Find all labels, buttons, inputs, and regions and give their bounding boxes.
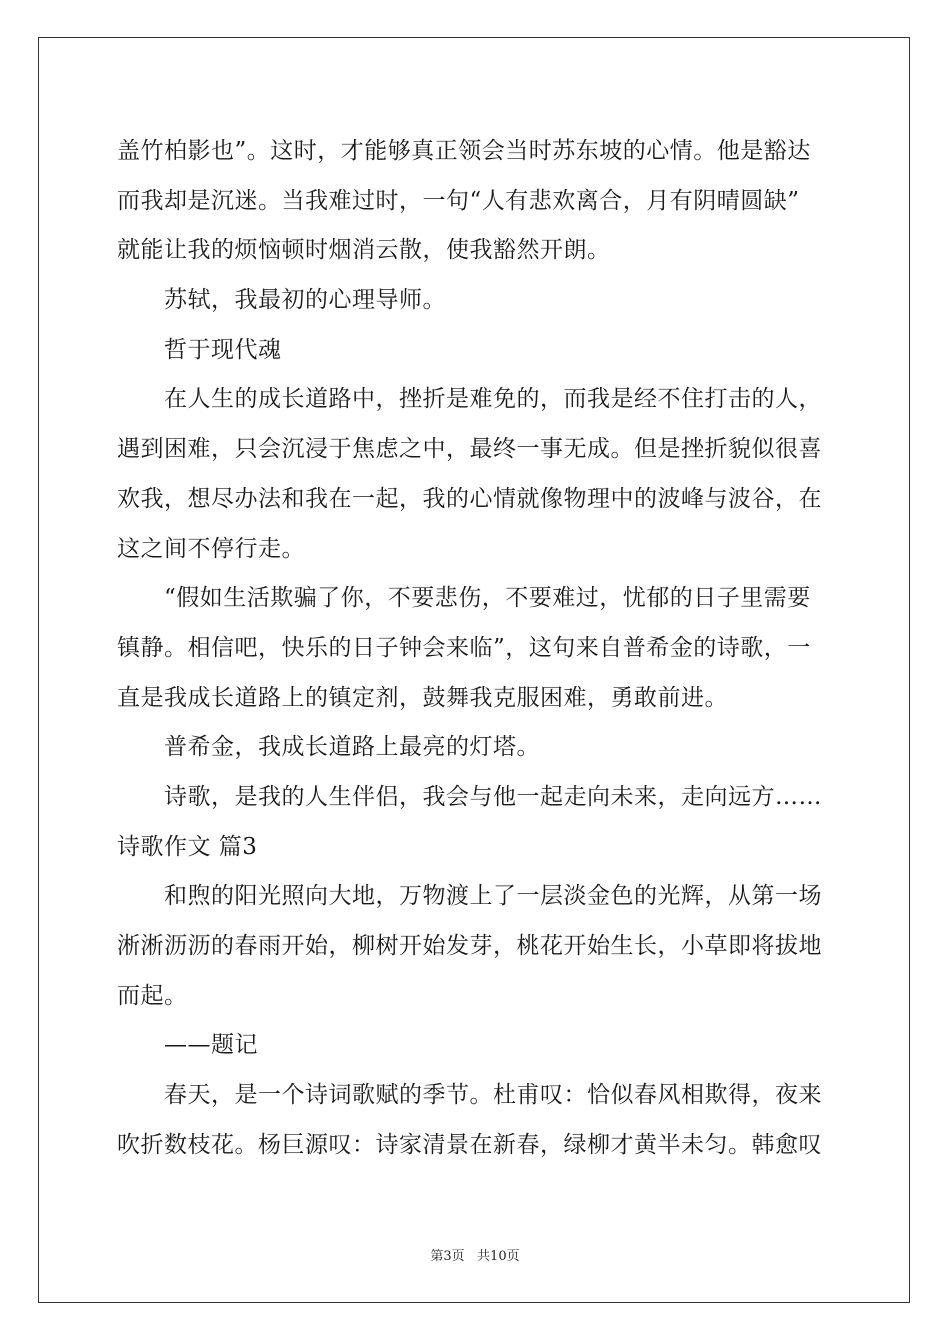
text-line: 直是我成长道路上的镇定剂，鼓舞我克服困难，勇敢前进。 [117,684,728,711]
text-line: 镇静。相信吧，快乐的日子钟会来临”，这句来自普希金的诗歌，一 [117,634,811,661]
text-line: 苏轼，我最初的心理导师。 [164,287,446,314]
epigraph-attribution: ——题记 [164,1032,258,1059]
text-line: 盖竹柏影也”。这时，才能够真正领会当时苏东坡的心情。他是豁达 [117,138,811,164]
text-line: 而起。 [117,982,188,1009]
text-line: 春天，是一个诗词歌赋的季节。杜甫叹：恰似春风相欺得，夜来 [164,1082,822,1109]
text-line: 而我却是沉迷。当我难过时，一句“人有悲欢离合，月有阴晴圆缺” [117,187,800,214]
page-number: 第3页 共10页 [430,1249,520,1264]
text-line: 淅淅沥沥的春雨开始，柳树开始发芽，桃花开始生长，小草即将拔地 [117,933,822,959]
section-heading: 哲于现代魂 [164,336,282,363]
text-line: 这之间不停行走。 [117,535,305,562]
article-heading: 诗歌作文 篇3 [117,833,258,860]
text-line: 遇到困难，只会沉浸于焦虑之中，最终一事无成。但是挫折貌似很喜 [117,436,822,463]
text-line: 在人生的成长道路中，挫折是难免的，而我是经不住打击的人， [164,386,822,413]
document-body [117,127,833,1170]
text-line: 就能让我的烦恼顿时烟消云散，使我豁然开朗。 [117,237,611,264]
text-line: 吹折数枝花。杨巨源叹：诗家清景在新春，绿柳才黄半未匀。韩愈叹 [117,1131,822,1158]
text-line: 欢我，想尽办法和我在一起，我的心情就像物理中的波峰与波谷，在 [117,485,822,512]
text-line: 和煦的阳光照向大地，万物渡上了一层淡金色的光辉，从第一场 [164,883,822,910]
text-line: “假如生活欺骗了你，不要悲伤，不要难过，忧郁的日子里需要 [164,585,811,612]
text-line: 普希金，我成长道路上最亮的灯塔。 [164,734,540,761]
text-line: 诗歌，是我的人生伴侣，我会与他一起走向未来，走向远方…… [164,783,822,810]
